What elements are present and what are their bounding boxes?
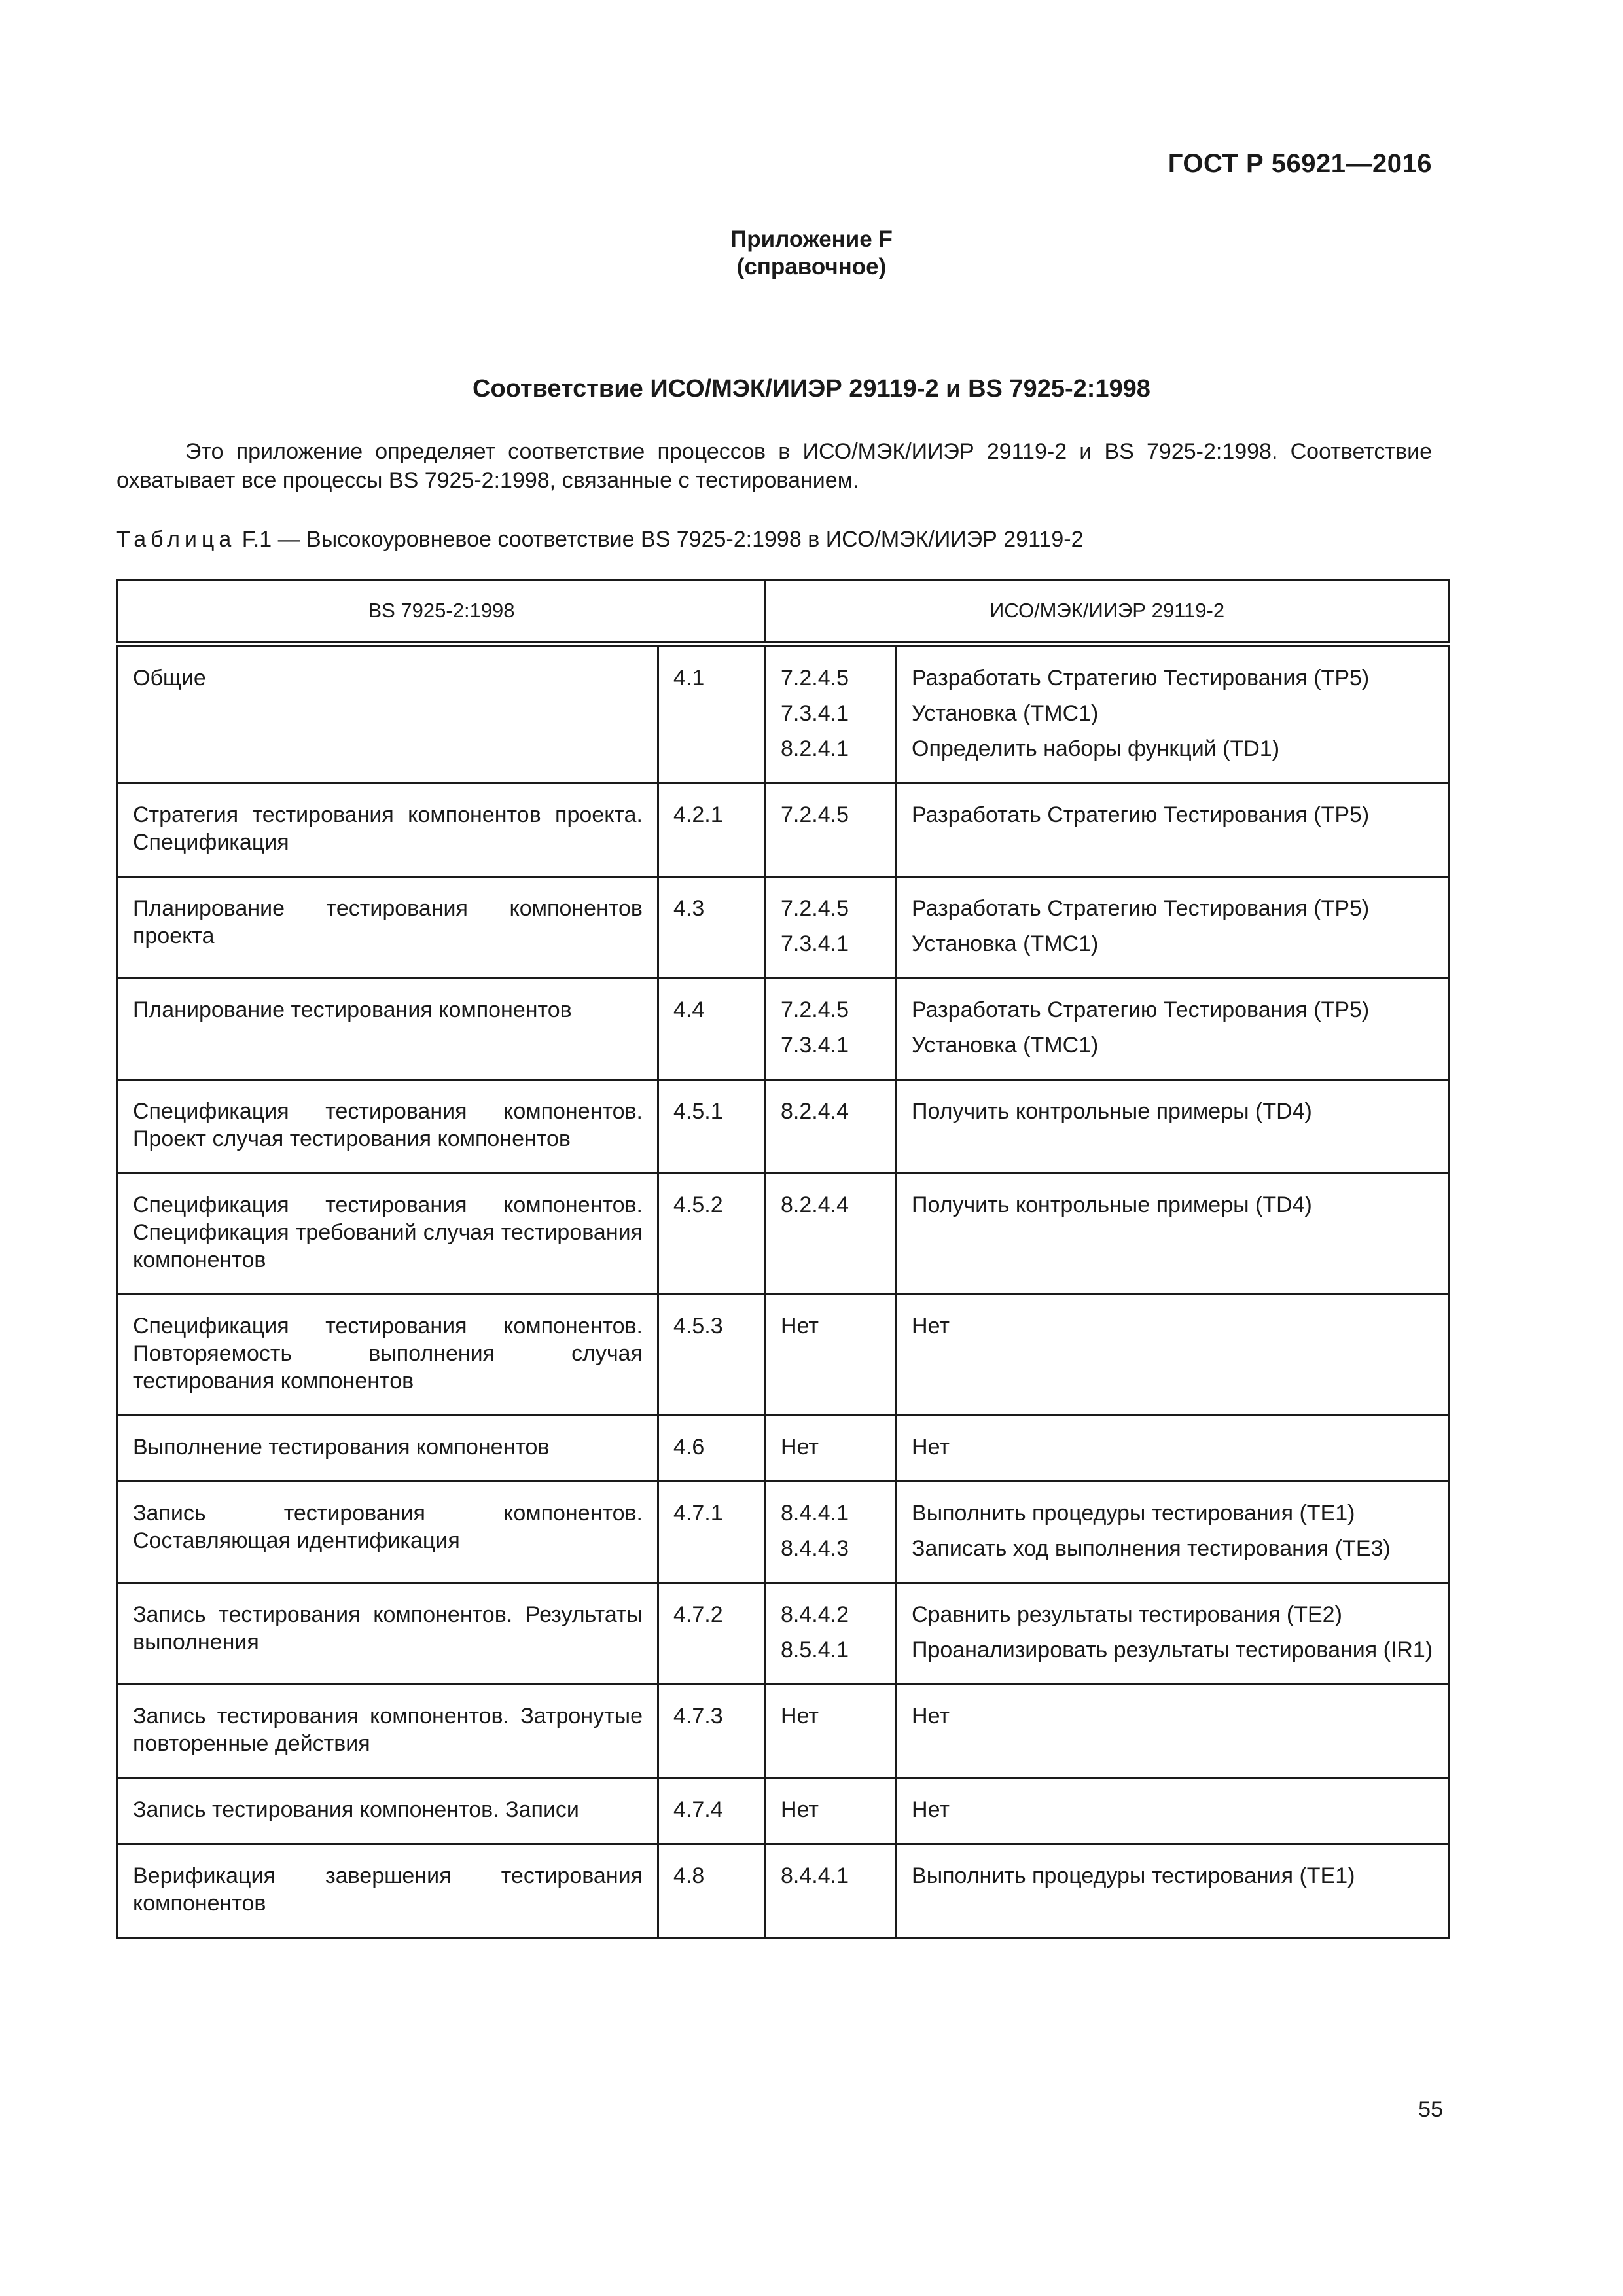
iso-clause: 8.2.4.4 bbox=[781, 1193, 849, 1217]
bs-process-cell: Запись тестирования компонентов. Затронутые повторенные действия bbox=[118, 1685, 658, 1778]
bs-clause-cell: 4.7.4 bbox=[658, 1778, 766, 1844]
iso-process: Получить контрольные примеры (TD4) bbox=[912, 1193, 1312, 1217]
iso-clause-cell bbox=[766, 1295, 897, 1416]
iso-process: Выполнить процедуры тестирования (TE1) bbox=[912, 1863, 1355, 1888]
table-row bbox=[118, 1080, 1449, 1174]
bs-clause-cell: 4.3 bbox=[658, 877, 766, 978]
iso-clause: Нет bbox=[781, 1704, 819, 1729]
bs-process-cell: Выполнение тестирования компонентов bbox=[118, 1416, 658, 1482]
bs-process-cell: Спецификация тестирования компонентов. Спецификация требований случая тестирования компонентов bbox=[118, 1174, 658, 1295]
header-bs: BS 7925-2:1998 bbox=[118, 581, 766, 645]
bs-process-cell: Запись тестирования компонентов. Составляющая идентификация bbox=[118, 1482, 658, 1583]
table-row bbox=[118, 1174, 1449, 1295]
table-row bbox=[118, 877, 1449, 978]
iso-process: Нет bbox=[912, 1797, 950, 1822]
page-number: 55 bbox=[1418, 2097, 1443, 2122]
iso-clause: 8.2.4.4 bbox=[781, 1099, 849, 1124]
bs-clause-cell: 4.5.3 bbox=[658, 1295, 766, 1416]
iso-process: Проанализировать результаты тестирования (IR1) bbox=[912, 1638, 1433, 1662]
table-row bbox=[118, 645, 1449, 783]
table-row bbox=[118, 1482, 1449, 1583]
bs-clause-cell: 4.5.2 bbox=[658, 1174, 766, 1295]
iso-process-cell bbox=[897, 1844, 1449, 1938]
correspondence-table bbox=[116, 579, 1450, 1939]
bs-clause-cell: 4.7.3 bbox=[658, 1685, 766, 1778]
iso-clause: 7.2.4.5 bbox=[781, 896, 849, 921]
iso-clause: 8.2.4.1 bbox=[781, 736, 849, 761]
iso-clause: Нет bbox=[781, 1314, 819, 1338]
iso-clause-cell bbox=[766, 978, 897, 1080]
table-row bbox=[118, 1295, 1449, 1416]
iso-clause-cell bbox=[766, 1080, 897, 1174]
bs-clause-cell: 4.5.1 bbox=[658, 1080, 766, 1174]
iso-clause: 8.5.4.1 bbox=[781, 1638, 849, 1662]
table-header-row bbox=[118, 581, 1449, 645]
iso-clause-cell bbox=[766, 877, 897, 978]
iso-process-cell bbox=[897, 645, 1449, 783]
iso-process: Установка (TMC1) bbox=[912, 931, 1099, 956]
table-row bbox=[118, 1778, 1449, 1844]
iso-clause-cell bbox=[766, 1778, 897, 1844]
iso-clause-cell bbox=[766, 1416, 897, 1482]
iso-process: Разработать Стратегию Тестирования (TP5) bbox=[912, 666, 1370, 691]
iso-process: Разработать Стратегию Тестирования (TP5) bbox=[912, 997, 1370, 1022]
iso-process-cell bbox=[897, 978, 1449, 1080]
bs-clause-cell: 4.6 bbox=[658, 1416, 766, 1482]
iso-process: Определить наборы функций (TD1) bbox=[912, 736, 1280, 761]
table-row bbox=[118, 1685, 1449, 1778]
bs-clause-cell: 4.4 bbox=[658, 978, 766, 1080]
table-row bbox=[118, 1844, 1449, 1938]
iso-process-cell bbox=[897, 1778, 1449, 1844]
table-caption-text: F.1 — Высокоуровневое соответствие BS 7925-2:1998 в ИСО/МЭК/ИИЭР 29119-2 bbox=[241, 527, 1084, 552]
iso-clause: Нет bbox=[781, 1435, 819, 1460]
iso-process-cell bbox=[897, 1080, 1449, 1174]
iso-process-cell bbox=[897, 1295, 1449, 1416]
iso-process: Получить контрольные примеры (TD4) bbox=[912, 1099, 1312, 1124]
iso-clause: Нет bbox=[781, 1797, 819, 1822]
bs-process-cell: Стратегия тестирования компонентов проекта. Спецификация bbox=[118, 783, 658, 877]
iso-process-cell bbox=[897, 1174, 1449, 1295]
table-body bbox=[118, 645, 1449, 1938]
bs-process-cell: Запись тестирования компонентов. Записи bbox=[118, 1778, 658, 1844]
iso-clause-cell bbox=[766, 1844, 897, 1938]
bs-process-cell: Общие bbox=[118, 645, 658, 783]
iso-process-cell bbox=[897, 1685, 1449, 1778]
table-row bbox=[118, 1583, 1449, 1685]
iso-process-cell bbox=[897, 1416, 1449, 1482]
iso-clause-cell bbox=[766, 1174, 897, 1295]
iso-clause-cell bbox=[766, 1583, 897, 1685]
iso-process-cell bbox=[897, 877, 1449, 978]
iso-clause: 7.3.4.1 bbox=[781, 1033, 849, 1058]
table-caption-prefix: Таблица bbox=[116, 527, 236, 552]
annex-label: Приложение F bbox=[730, 226, 893, 252]
iso-clause-cell bbox=[766, 1685, 897, 1778]
iso-clause: 8.4.4.1 bbox=[781, 1863, 849, 1888]
iso-process: Установка (TMC1) bbox=[912, 701, 1099, 726]
annex-title: Соответствие ИСО/МЭК/ИИЭР 29119-2 и BS 7925-2:1998 bbox=[473, 375, 1150, 403]
bs-clause-cell: 4.7.2 bbox=[658, 1583, 766, 1685]
iso-process-cell bbox=[897, 783, 1449, 877]
iso-clause: 8.4.4.2 bbox=[781, 1602, 849, 1627]
iso-clause: 8.4.4.1 bbox=[781, 1501, 849, 1526]
iso-process-cell bbox=[897, 1482, 1449, 1583]
iso-clause: 7.2.4.5 bbox=[781, 997, 849, 1022]
iso-clause: 8.4.4.3 bbox=[781, 1536, 849, 1561]
bs-process-cell: Спецификация тестирования компонентов. Повторяемость выполнения случая тестирования компонентов bbox=[118, 1295, 658, 1416]
iso-clause-cell bbox=[766, 645, 897, 783]
bs-clause-cell: 4.7.1 bbox=[658, 1482, 766, 1583]
standard-number: ГОСТ Р 56921—2016 bbox=[1168, 149, 1432, 178]
iso-clause: 7.3.4.1 bbox=[781, 701, 849, 726]
bs-clause-cell: 4.2.1 bbox=[658, 783, 766, 877]
bs-clause-cell: 4.1 bbox=[658, 645, 766, 783]
iso-process: Нет bbox=[912, 1435, 950, 1460]
bs-process-cell: Планирование тестирования компонентов bbox=[118, 978, 658, 1080]
table-row bbox=[118, 1416, 1449, 1482]
table-row bbox=[118, 783, 1449, 877]
bs-process-cell: Спецификация тестирования компонентов. Проект случая тестирования компонентов bbox=[118, 1080, 658, 1174]
iso-process: Разработать Стратегию Тестирования (TP5) bbox=[912, 802, 1370, 827]
iso-clause: 7.2.4.5 bbox=[781, 802, 849, 827]
iso-process: Установка (TMC1) bbox=[912, 1033, 1099, 1058]
header-iso: ИСО/МЭК/ИИЭР 29119-2 bbox=[766, 581, 1449, 645]
bs-process-cell: Запись тестирования компонентов. Результаты выполнения bbox=[118, 1583, 658, 1685]
iso-process: Выполнить процедуры тестирования (TE1) bbox=[912, 1501, 1355, 1526]
table-caption bbox=[116, 527, 1084, 552]
iso-clause-cell bbox=[766, 1482, 897, 1583]
annex-kind: (справочное) bbox=[736, 254, 887, 279]
iso-process: Нет bbox=[912, 1314, 950, 1338]
bs-clause-cell: 4.8 bbox=[658, 1844, 766, 1938]
bs-process-cell: Планирование тестирования компонентов проекта bbox=[118, 877, 658, 978]
bs-process-cell: Верификация завершения тестирования компонентов bbox=[118, 1844, 658, 1938]
iso-process-cell bbox=[897, 1583, 1449, 1685]
iso-clause-cell bbox=[766, 783, 897, 877]
table-row bbox=[118, 978, 1449, 1080]
iso-clause: 7.2.4.5 bbox=[781, 666, 849, 691]
iso-process: Сравнить результаты тестирования (TE2) bbox=[912, 1602, 1342, 1627]
iso-process: Нет bbox=[912, 1704, 950, 1729]
iso-clause: 7.3.4.1 bbox=[781, 931, 849, 956]
iso-process: Разработать Стратегию Тестирования (TP5) bbox=[912, 896, 1370, 921]
iso-process: Записать ход выполнения тестирования (TE3) bbox=[912, 1536, 1391, 1561]
intro-paragraph: Это приложение определяет соответствие процессов в ИСО/МЭК/ИИЭР 29119-2 и BS 7925-2:1998. Соответствие охватывает все процессы BS 7925-2:1998, связанные с тестированием. bbox=[116, 439, 1432, 493]
annex-heading bbox=[0, 226, 1623, 281]
